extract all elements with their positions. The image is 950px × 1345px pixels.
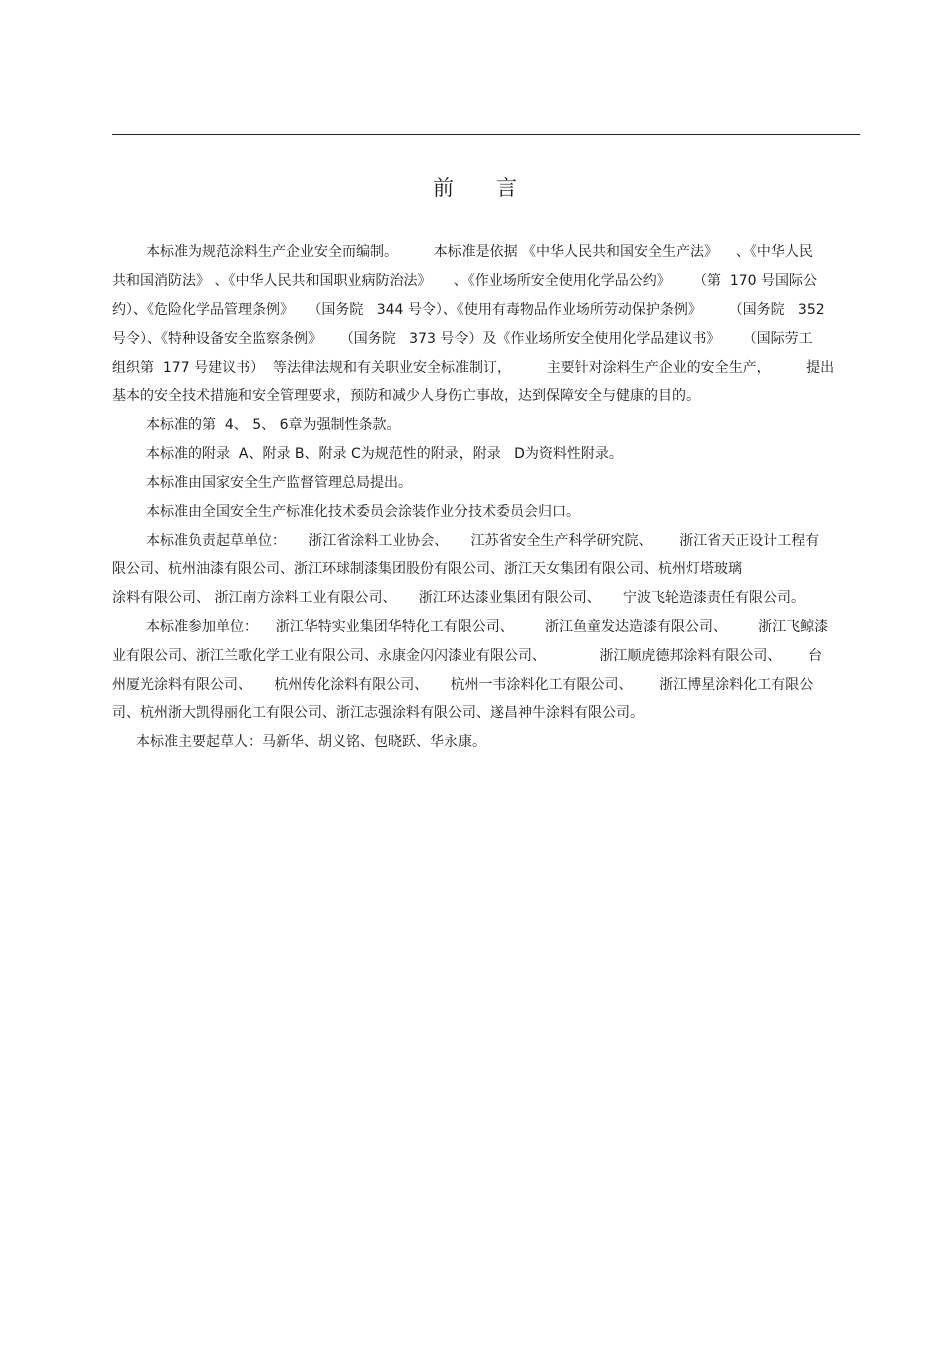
text-line: 本标准参加单位： 浙江华特实业集团华特化工有限公司、 浙江鱼童发达造漆有限公司、 浙江飞鲸漆 <box>146 619 829 635</box>
text-line: 本标准主要起草人：马新华、胡义铭、包晓跃、华永康。 <box>136 734 486 750</box>
text-line: 司、杭州浙大凯得丽化工有限公司、浙江志强涂料有限公司、遂昌神牛涂料有限公司。 <box>112 705 644 721</box>
text-line: 业有限公司、浙江兰歌化学工业有限公司、永康金闪闪漆业有限公司、 浙江顺虎德邦涂料有限公司、 台 <box>112 648 823 664</box>
header-rule <box>112 134 860 135</box>
text-line: 本标准的第 4、 5、 6章为强制性条款。 <box>146 417 401 433</box>
text-line: 州厦光涂料有限公司、 杭州传化涂料有限公司、 杭州一韦涂料化工有限公司、 浙江博星涂料化工有限公 <box>112 677 814 693</box>
text-line: 基本的安全技术措施和安全管理要求，预防和减少人身伤亡事故，达到保障安全与健康的目的。 <box>112 388 700 404</box>
text-line: 本标准由全国安全生产标准化技术委员会涂装作业分技术委员会归口。 <box>146 504 580 520</box>
text-line: 本标准的附录 A、附录 B、附录 C为规范性的附录，附录 D为资料性附录。 <box>146 446 623 462</box>
text-line: 涂料有限公司、 浙江南方涂料工业有限公司、 浙江环达漆业集团有限公司、 宁波飞轮造漆责任有限公司。 <box>112 590 805 606</box>
text-line: 限公司、杭州油漆有限公司、浙江环球制漆集团股份有限公司、浙江天女集团有限公司、杭州灯塔玻璃 <box>112 561 742 577</box>
text-line: 组织第 177 号建议书） 等法律法规和有关职业安全标准制订， 主要针对涂料生产企业的安全生产， 提出 <box>112 360 835 376</box>
text-line: 本标准由国家安全生产监督管理总局提出。 <box>146 475 412 491</box>
text-line: 本标准负责起草单位： 浙江省涂料工业协会、 江苏省安全生产科学研究院、 浙江省天正设计工程有 <box>146 533 820 549</box>
text-line: 约）、《危险化学品管理条例》 （国务院 344 号令）、《使用有毒物品作业场所劳动保护条例》 （国务院 352 <box>112 302 825 318</box>
text-line: 号令）、《特种设备安全监察条例》 （国务院 373 号令）及《作业场所安全使用化学品建议书》 （国际劳工 <box>112 331 813 347</box>
text-line: 共和国消防法》 、《中华人民共和国职业病防治法》 、《作业场所安全使用化学品公约》 （第 170 号国际公 <box>112 273 818 289</box>
text-line: 本标准为规范涂料生产企业安全而编制。 本标准是依据 《中华人民共和国安全生产法》 、《中华人民 <box>146 244 813 260</box>
page-title: 前言 <box>433 176 559 200</box>
